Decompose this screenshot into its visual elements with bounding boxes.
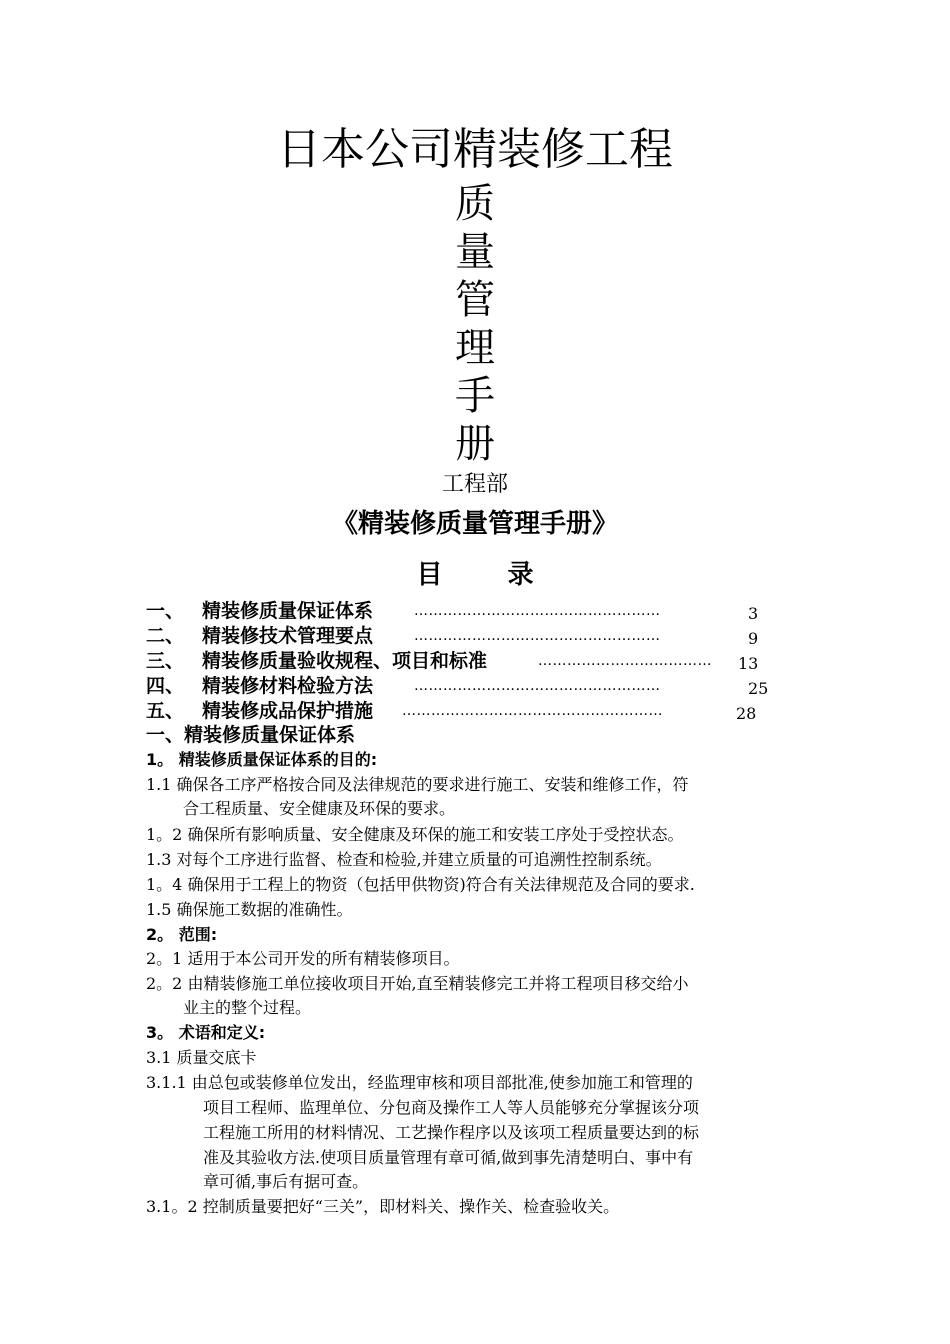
toc-item-page: 13 (738, 654, 759, 673)
subsection-heading: 1。 精装修质量保证体系的目的: (146, 750, 378, 769)
toc-item-page: 28 (736, 704, 757, 723)
paragraph-line: 业主的整个过程。 (183, 998, 312, 1017)
toc-item-label: 精装修质量保证体系 (202, 600, 374, 622)
toc-item-leader: ……………………………… (538, 653, 712, 669)
paragraph-line: 项目工程师、监理单位、分包商及操作工人等人员能够充分掌握该分项 (203, 1098, 700, 1117)
paragraph-line: 1。2 确保所有影响质量、安全健康及环保的施工和安装工序处于受控状态。 (146, 825, 684, 844)
toc-item[interactable] (146, 674, 786, 699)
paragraph-line: 1。4 确保用于工程上的物资（包括甲供物资)符合有关法律规范及合同的要求. (146, 875, 695, 894)
toc-item-leader: …………………………………………… (414, 603, 661, 619)
toc-item-page: 9 (748, 629, 759, 648)
toc-item-label: 精装修技术管理要点 (202, 625, 374, 647)
paragraph-line: 3.1.1 由总包或装修单位发出，经监理审核和项目部批准,使参加施工和管理的 (146, 1073, 693, 1092)
cover-vertical-char: 管 (455, 277, 495, 323)
paragraph-line: 工程施工所用的材料情况、工艺操作程序以及该项工程质量要达到的标 (203, 1123, 700, 1142)
paragraph-line: 3.1。2 控制质量要把好“三关”，即材料关、操作关、检查验收关。 (146, 1197, 620, 1216)
toc-item[interactable] (146, 624, 786, 649)
section-heading: 一、精装修质量保证体系 (146, 724, 356, 746)
toc-item-number: 二、 (146, 625, 185, 647)
toc-item-number: 五、 (146, 700, 185, 722)
cover-vertical-char: 理 (455, 325, 495, 371)
paragraph-line: 1.3 对每个工序进行监督、检查和检验,并建立质量的可追溯性控制系统。 (146, 850, 662, 869)
toc-item-label: 精装修质量验收规程、项目和标准 (202, 650, 488, 672)
subsection-heading: 3。 术语和定义: (146, 1023, 266, 1042)
toc-item-number: 三、 (146, 650, 185, 672)
toc-item-leader: …………………………………………… (414, 678, 661, 694)
toc-item-leader: …………………………………………… (414, 628, 661, 644)
paragraph-line: 合工程质量、安全健康及环保的要求。 (183, 799, 456, 818)
toc-item-number: 四、 (146, 675, 185, 697)
paragraph-line: 1.1 确保各工序严格按合同及法律规范的要求进行施工、安装和维修工作，符 (146, 775, 689, 794)
toc-item-page: 25 (748, 679, 769, 698)
cover-vertical-char: 量 (455, 229, 495, 275)
cover-vertical-char: 册 (455, 421, 495, 467)
toc-item-label: 精装修材料检验方法 (202, 675, 374, 697)
subsection-heading: 2。 范围: (146, 925, 218, 944)
paragraph-line: 2。2 由精装修施工单位接收项目开始,直至精装修完工并将工程项目移交给小 (146, 974, 689, 993)
cover-vertical-char: 质 (455, 181, 495, 227)
toc-item-number: 一、 (146, 600, 185, 622)
book-title: 《精装修质量管理手册》 (331, 509, 618, 539)
toc-item[interactable] (146, 649, 786, 674)
toc-item-leader: ……………………………………………… (402, 703, 663, 719)
toc-item-label: 精装修成品保护措施 (202, 700, 374, 722)
paragraph-line: 2。1 适用于本公司开发的所有精装修项目。 (146, 949, 460, 968)
cover-vertical-char: 手 (455, 373, 495, 419)
toc-item[interactable] (146, 699, 786, 724)
toc-item[interactable] (146, 599, 786, 624)
paragraph-line: 准及其验收方法.使项目质量管理有章可循,做到事先清楚明白、事中有 (203, 1148, 694, 1167)
paragraph-line: 章可循,事后有据可查。 (203, 1172, 369, 1191)
toc-heading: 目 录 (416, 560, 562, 590)
department-label: 工程部 (441, 472, 508, 497)
toc-item-page: 3 (748, 604, 759, 623)
paragraph-line: 3.1 质量交底卡 (146, 1048, 257, 1067)
cover-title: 日本公司精装修工程 (277, 124, 673, 175)
paragraph-line: 1.5 确保施工数据的准确性。 (146, 900, 353, 919)
